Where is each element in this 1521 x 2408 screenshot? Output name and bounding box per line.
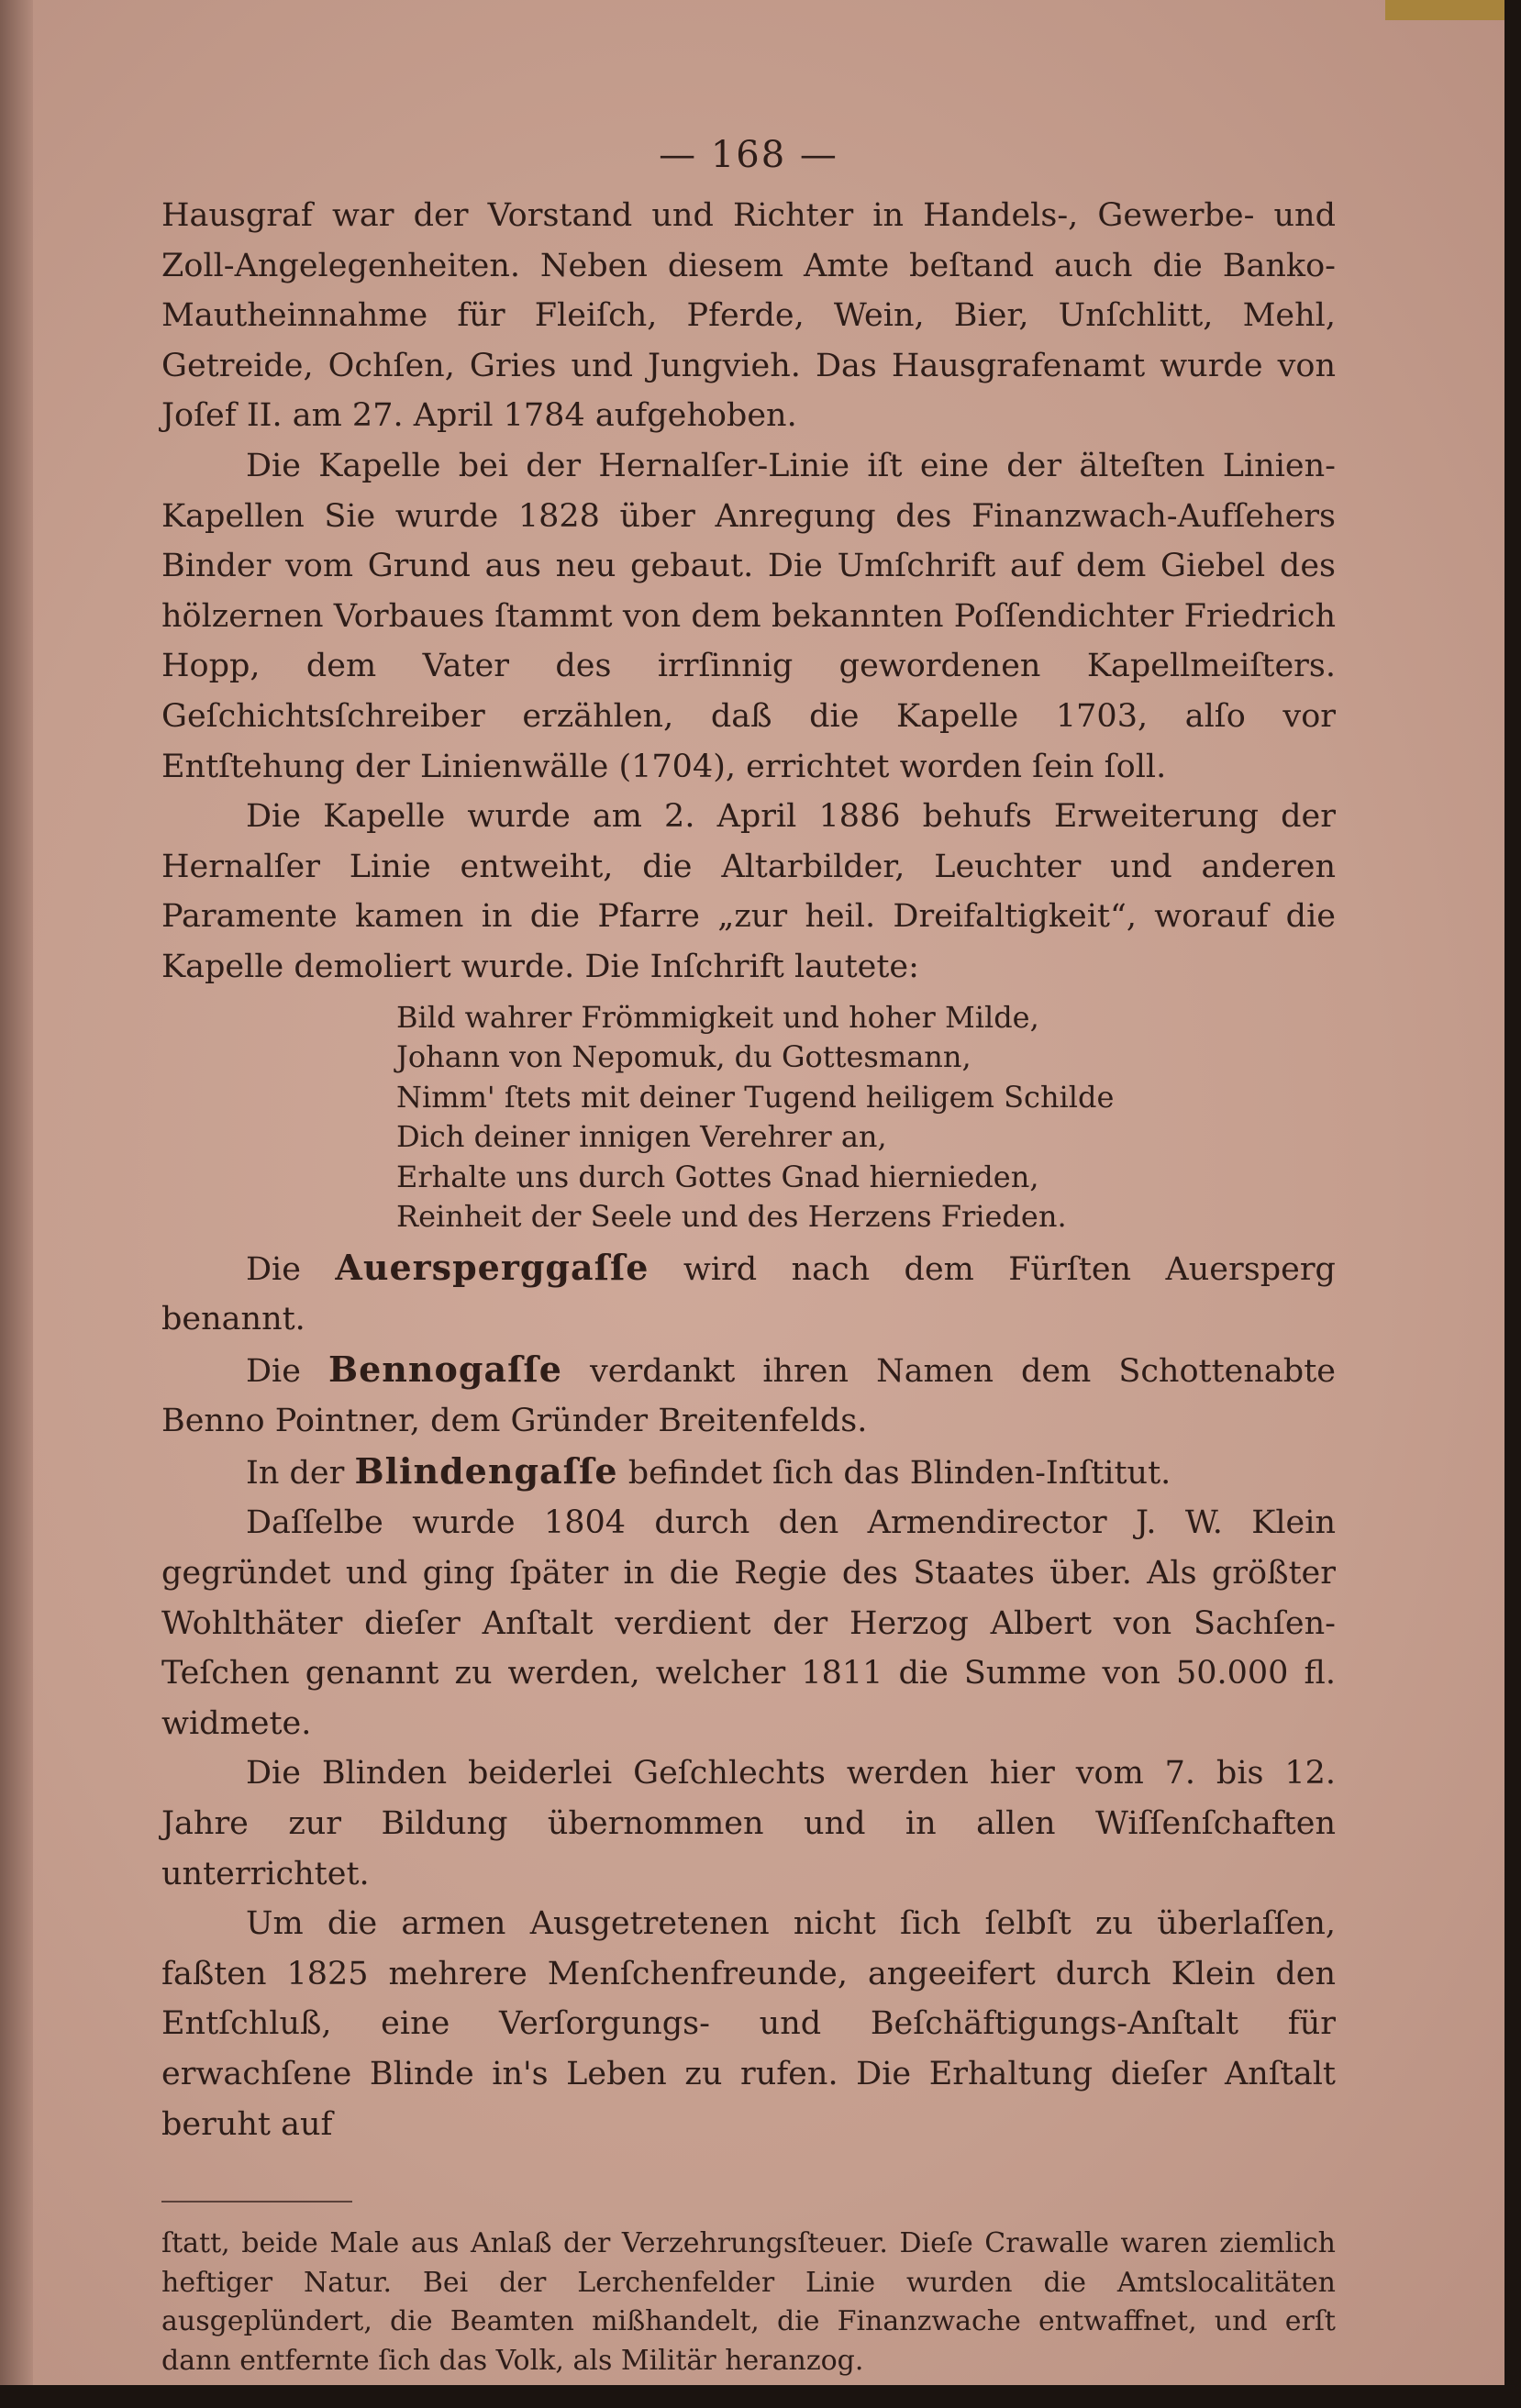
paragraph-kapelle-demoliert: Die Kapelle wurde am 2. April 1886 behufs Erweiterung der Hernalſer Linie entweiht, die Altarbilder, Leuchter und anderen Paramente kamen in die Pfarre „zur heil. Dreifaltigkeit“, worauf die Kapelle demoliert wurde. Die Inſchrift lautete: — [161, 798, 1336, 985]
benno-prefix: Die — [246, 1352, 301, 1390]
paragraph-kapelle-hernals: Die Kapelle bei der Hernalſer-Linie iſt eine der älteſten Linien-Kapellen Sie wurde 1828 über Anregung des Finanzwach-Aufſehers Binder vom Grund aus neu gebaut. Die Umſchrift auf dem Giebel des hölzernen Vorbaues ſtammt von dem bekannten Poſſendichter Friedrich Hopp, dem Vater des irrſinnig gewordenen Kapellmeiſters. Geſchichtsſchreiber erzählen, daß die Kapelle 1703, alſo vor Entſtehung der Linienwälle (1704), errichtet worden ſein ſoll. — [161, 447, 1336, 785]
auersperg-prefix: Die — [246, 1250, 301, 1288]
verse-line: Johann von Nepomuk, du Gottesmann, — [396, 1039, 971, 1074]
blinden-prefix: In der — [246, 1454, 345, 1492]
paragraph-institut-gruendung: Daſſelbe wurde 1804 durch den Armendirector J. W. Klein gegründet und ging ſpäter in die Regie des Staates über. Als größter Wohlthäter dieſer Anſtalt verdient der Herzog Albert von Sachſen-Teſchen genannt zu werden, welcher 1811 die Summe von 50.000 fl. widmete. — [161, 1504, 1336, 1742]
auersperg-text: wird nach dem Fürſten Auersperg benannt. — [161, 1250, 1336, 1338]
paragraph-auersperggasse — [161, 1243, 1336, 1345]
page-number: — 168 — — [659, 134, 838, 176]
footnote: ſtatt, beide Male aus Anlaß der Verzehrungsſteuer. Dieſe Crawalle waren ziemlich heftiger Natur. Bei der Lerchenfelder Linie wurden die Amtslocalitäten ausgeplündert, die Beamten mißhandelt, die Finanzwache entwaffnet, und erſt dann entfernte ſich das Volk, als Militär heranzog. — [161, 2227, 1336, 2377]
inscription-verse — [396, 998, 1336, 1237]
footnote-rule — [161, 2201, 352, 2203]
verse-line: Erhalte uns durch Gottes Gnad hiernieden, — [396, 1159, 1039, 1194]
street-name-auersperggasse: Auersperggaſſe — [335, 1246, 649, 1288]
paragraph-bennogasse — [161, 1345, 1336, 1447]
verse-line: Nimm' ſtets mit deiner Tugend heiligem Schilde — [396, 1079, 1115, 1115]
paragraph-blinden-bildung: Die Blinden beiderlei Geſchlechts werden hier vom 7. bis 12. Jahre zur Bildung übernommen und in allen Wiſſenſchaften unterrichtet. — [161, 1755, 1336, 1892]
street-name-bennogasse: Bennogaſſe — [328, 1348, 562, 1390]
benno-text: verdankt ihren Namen dem Schottenabte Benno Pointner, dem Gründer Breitenfelds. — [161, 1352, 1336, 1440]
paragraph-blindengasse — [161, 1447, 1336, 1499]
verse-line: Dich deiner innigen Verehrer an, — [396, 1119, 887, 1154]
verse-line: Bild wahrer Frömmigkeit und hoher Milde, — [396, 999, 1039, 1035]
paragraph-versorgungsanstalt: Um die armen Ausgetretenen nicht ſich ſelbſt zu überlaſſen, faßten 1825 mehrere Menſchenfreunde, angeeifert durch Klein den Entſchluß, eine Verſorgungs- und Beſchäftigungs-Anſtalt für erwachſene Blinde in's Leben zu rufen. Die Erhaltung dieſer Anſtalt beruht auf — [161, 1905, 1336, 2143]
page-text-block — [161, 119, 1336, 2408]
verse-line: Reinheit der Seele und des Herzens Frieden. — [396, 1199, 1067, 1234]
paragraph-hausgraf: Hausgraf war der Vorstand und Richter in Handels-, Gewerbe- und Zoll-Angelegenheiten. Neben diesem Amte beſtand auch die Banko-Mautheinnahme für Fleiſch, Pferde, Wein, Bier, Unſchlitt, Mehl, Getreide, Ochſen, Gries und Jungvieh. Das Hausgrafenamt wurde von Joſef II. am 27. April 1784 aufgehoben. — [161, 197, 1336, 435]
page-gutter — [0, 0, 33, 2385]
blinden-text: befindet ſich das Blinden-Inſtitut. — [627, 1454, 1171, 1492]
street-name-blindengasse: Blindengaſſe — [354, 1449, 618, 1492]
page-corner-edge — [1385, 0, 1504, 20]
